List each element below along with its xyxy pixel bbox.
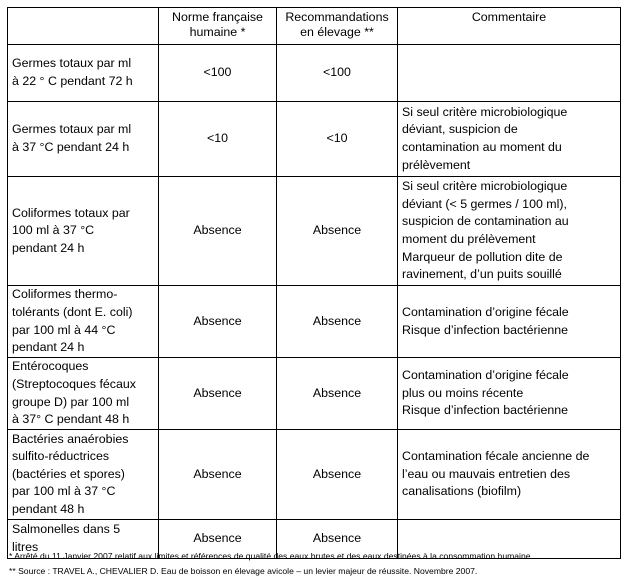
parameter-cell: Germes totaux par ml à 37 °C pendant 24 h xyxy=(8,102,159,177)
table-row xyxy=(8,430,621,520)
norme-cell: <100 xyxy=(159,45,277,102)
table-row xyxy=(8,177,621,286)
recommandation-cell: Absence xyxy=(277,430,398,520)
recommandation-cell: Absence xyxy=(277,520,398,559)
parameter-cell: Salmonelles dans 5 litres xyxy=(8,520,159,559)
recommandation-cell: Absence xyxy=(277,286,398,358)
recommandation-cell: <10 xyxy=(277,102,398,177)
table-row xyxy=(8,102,621,177)
footnotes xyxy=(9,549,533,579)
commentaire-cell: Contamination d’origine fécale Risque d’infection bactérienne xyxy=(398,286,621,358)
header-parameter xyxy=(8,8,159,45)
parameter-cell: Coliformes thermo- tolérants (dont E. coli) par 100 ml à 44 °C pendant 24 h xyxy=(8,286,159,358)
norme-cell: Absence xyxy=(159,358,277,430)
header-row xyxy=(8,8,621,45)
table-row xyxy=(8,45,621,102)
commentaire-cell xyxy=(398,45,621,102)
parameter-cell: Entérocoques (Streptocoques fécaux groupe D) par 100 ml à 37° C pendant 48 h xyxy=(8,358,159,430)
header-norme-francaise: Norme française humaine * xyxy=(159,8,277,45)
norme-cell: Absence xyxy=(159,430,277,520)
commentaire-cell: Contamination d’origine fécale plus ou moins récente Risque d’infection bactérienne xyxy=(398,358,621,430)
commentaire-cell: Si seul critère microbiologique déviant, suspicion de contamination au moment du prélèvement xyxy=(398,102,621,177)
norme-cell: Absence xyxy=(159,520,277,559)
footnote-1: * Arrêté du 11 Janvier 2007 relatif aux limites et références de qualité des eaux brutes et des eaux destinées à la consommation humaine. xyxy=(9,551,533,561)
header-recommandations: Recommandations en élevage ** xyxy=(277,8,398,45)
parameter-cell: Coliformes totaux par 100 ml à 37 °C pendant 24 h xyxy=(8,177,159,286)
recommandation-cell: Absence xyxy=(277,358,398,430)
norme-cell: <10 xyxy=(159,102,277,177)
recommandation-cell: Absence xyxy=(277,177,398,286)
commentaire-cell: Contamination fécale ancienne de l’eau ou mauvais entretien des canalisations (biofilm) xyxy=(398,430,621,520)
parameter-cell: Germes totaux par ml à 22 ° C pendant 72 h xyxy=(8,45,159,102)
norme-cell: Absence xyxy=(159,286,277,358)
footnote-2: ** Source : TRAVEL A., CHEVALIER D. Eau de boisson en élevage avicole – un levier majeur de réussite. Novembre 2007. xyxy=(9,566,478,576)
parameter-cell: Bactéries anaérobies sulfito-réductrices (bactéries et spores) par 100 ml à 37 °C pendant 48 h xyxy=(8,430,159,520)
table-row xyxy=(8,286,621,358)
water-quality-table xyxy=(7,7,621,559)
recommandation-cell: <100 xyxy=(277,45,398,102)
header-commentaire: Commentaire xyxy=(398,8,621,45)
commentaire-cell: Si seul critère microbiologique déviant (< 5 germes / 100 ml), suspicion de contamination au moment du prélèvement Marqueur de pollution dite de ravinement, d’un puits souillé xyxy=(398,177,621,286)
norme-cell: Absence xyxy=(159,177,277,286)
table-row xyxy=(8,358,621,430)
